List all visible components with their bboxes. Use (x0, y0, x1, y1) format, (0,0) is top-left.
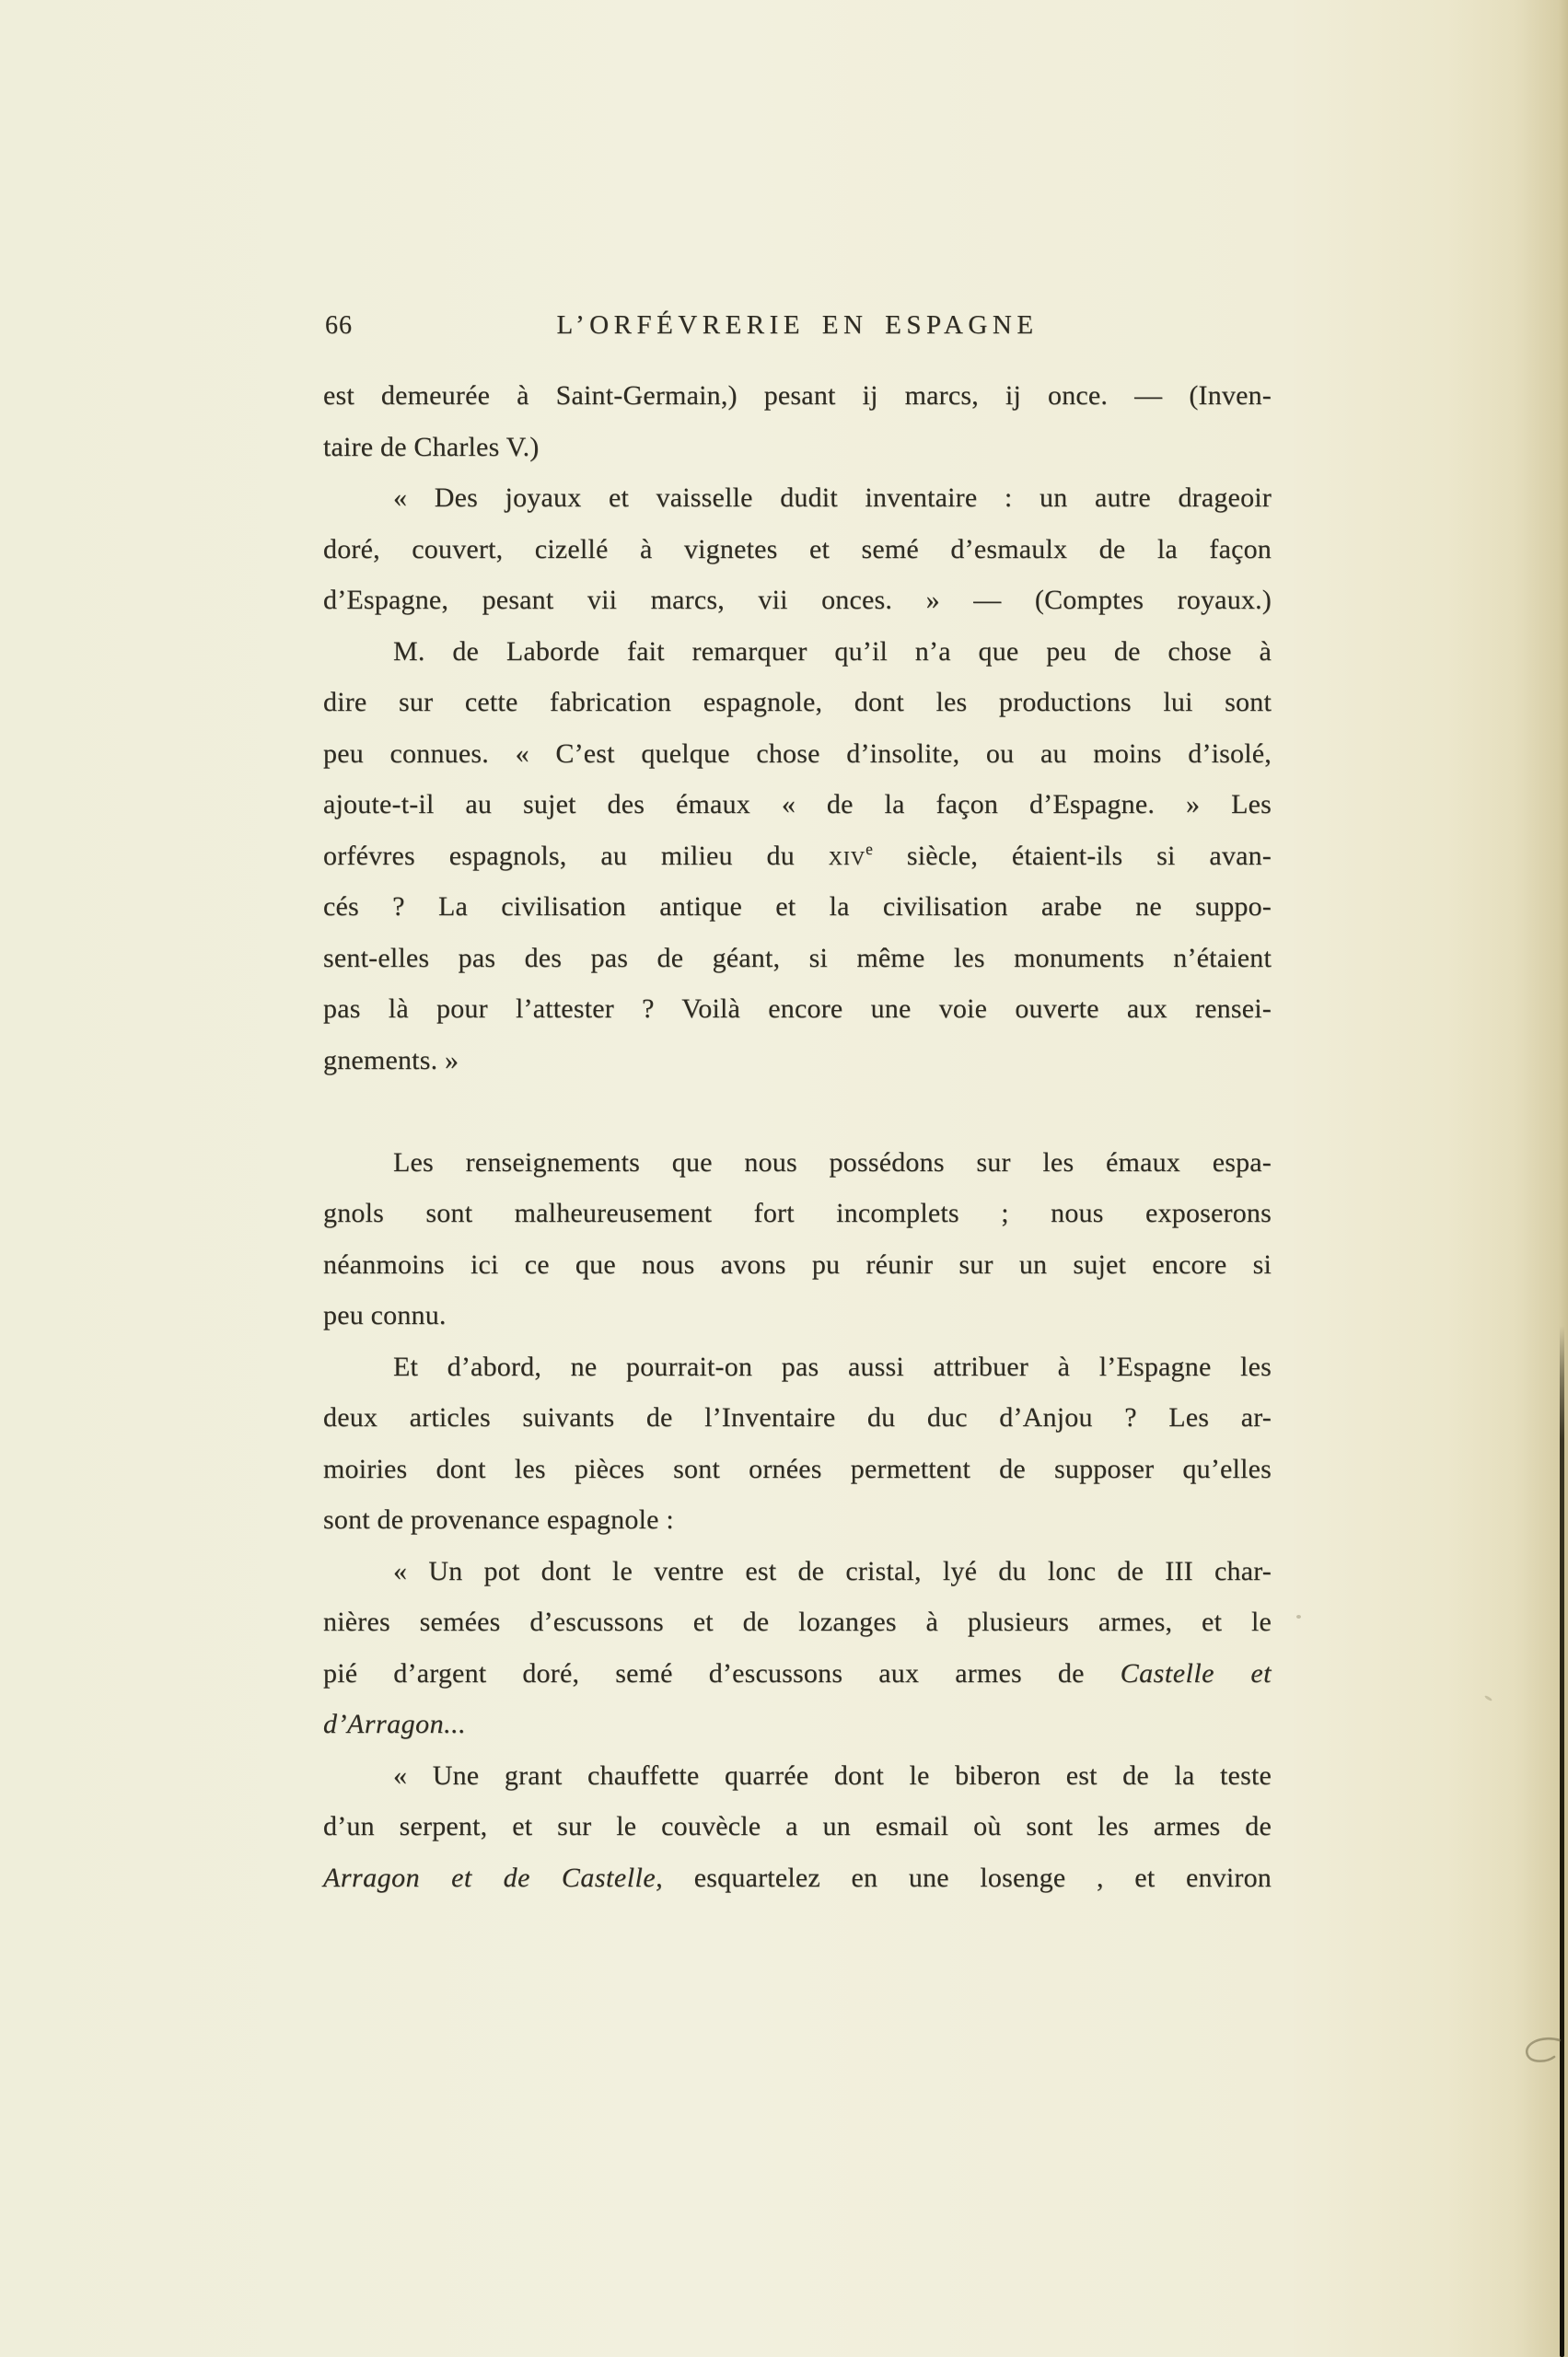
text-line: doré, couvert, cizellé à vignetes et semé d’esmaulx de la façon (323, 533, 1272, 564)
text-line: peu connu. (323, 1300, 447, 1330)
text-line: « Des joyaux et vaisselle dudit inventaire : un autre drageoir (393, 482, 1272, 513)
page-header (323, 308, 1272, 344)
text-line: néanmoins ici ce que nous avons pu réunir sur un sujet encore si (323, 1248, 1272, 1280)
text-line: d’Arragon... (323, 1709, 467, 1739)
text-line: gnements. » (323, 1044, 459, 1075)
text-line: gnols sont malheureusement fort incomplets ; nous exposerons (323, 1198, 1272, 1228)
text-line: « Une grant chauffette quarrée dont le biberon est de la teste (393, 1759, 1272, 1791)
text-line: pié d’argent doré, semé d’escussons aux armes de Castelle et (323, 1657, 1272, 1689)
paragraph-spacer (323, 1086, 1272, 1137)
running-title: L’ORFÉVRERIE EN ESPAGNE (556, 310, 1039, 340)
text-line: orfévres espagnols, au milieu du xiv$^e$ siècle, étaient-ils si avan- (323, 839, 1272, 871)
text-line: cés ? La civilisation antique et la civilisation arabe ne suppo- (323, 891, 1272, 922)
text-line: sont de provenance espagnole : (323, 1504, 674, 1535)
text-line: « Un pot dont le ventre est de cristal, lyé du lonc de III char- (393, 1555, 1272, 1586)
text-block (323, 370, 1272, 1903)
page-number: 66 (325, 311, 353, 340)
text-line: sent-elles pas des pas de géant, si même les monuments n’étaient (323, 942, 1272, 973)
text-line: taire de Charles V.) (323, 431, 540, 462)
text-line: d’un serpent, et sur le couvècle a un esmail où sont les armes de (323, 1811, 1272, 1841)
text-line: Les renseignements que nous possédons sur les émaux espa- (393, 1146, 1272, 1178)
text-line: deux articles suivants de l’Inventaire du duc d’Anjou ? Les ar- (323, 1402, 1272, 1433)
text-line: dire sur cette fabrication espagnole, dont les productions lui sont (323, 687, 1272, 717)
text-line: nières semées d’escussons et de lozanges à plusieurs armes, et le (323, 1607, 1272, 1637)
text-line: pas là pour l’attester ? Voilà encore une voie ouverte aux rensei- (323, 993, 1272, 1024)
text-line: est demeurée à Saint-Germain,) pesant ij marcs, ij once. — (Inven- (323, 380, 1272, 411)
page-edge-line (1560, 1326, 1564, 2357)
text-line: M. de Laborde fait remarquer qu’il n’a que peu de chose à (393, 635, 1272, 667)
text-line: Et d’abord, ne pourrait-on pas aussi attribuer à l’Espagne les (393, 1351, 1272, 1382)
text-line: Arragon et de Castelle, esquartelez en une losenge , et environ (323, 1862, 1272, 1893)
text-line: moiries dont les pièces sont ornées permettent de supposer qu’elles (323, 1453, 1272, 1484)
text-line: d’Espagne, pesant vii marcs, vii onces. » — (Comptes royaux.) (323, 585, 1272, 615)
text-line: peu connues. « C’est quelque chose d’insolite, ou au moins d’isolé, (323, 737, 1272, 769)
paper-speck (1484, 1695, 1493, 1701)
text-line: ajoute-t-il au sujet des émaux « de la façon d’Espagne. » Les (323, 789, 1272, 819)
page-curl-mark (1517, 2033, 1565, 2073)
paper-speck (1296, 1615, 1301, 1619)
page-edge-shadow (1448, 0, 1568, 2357)
